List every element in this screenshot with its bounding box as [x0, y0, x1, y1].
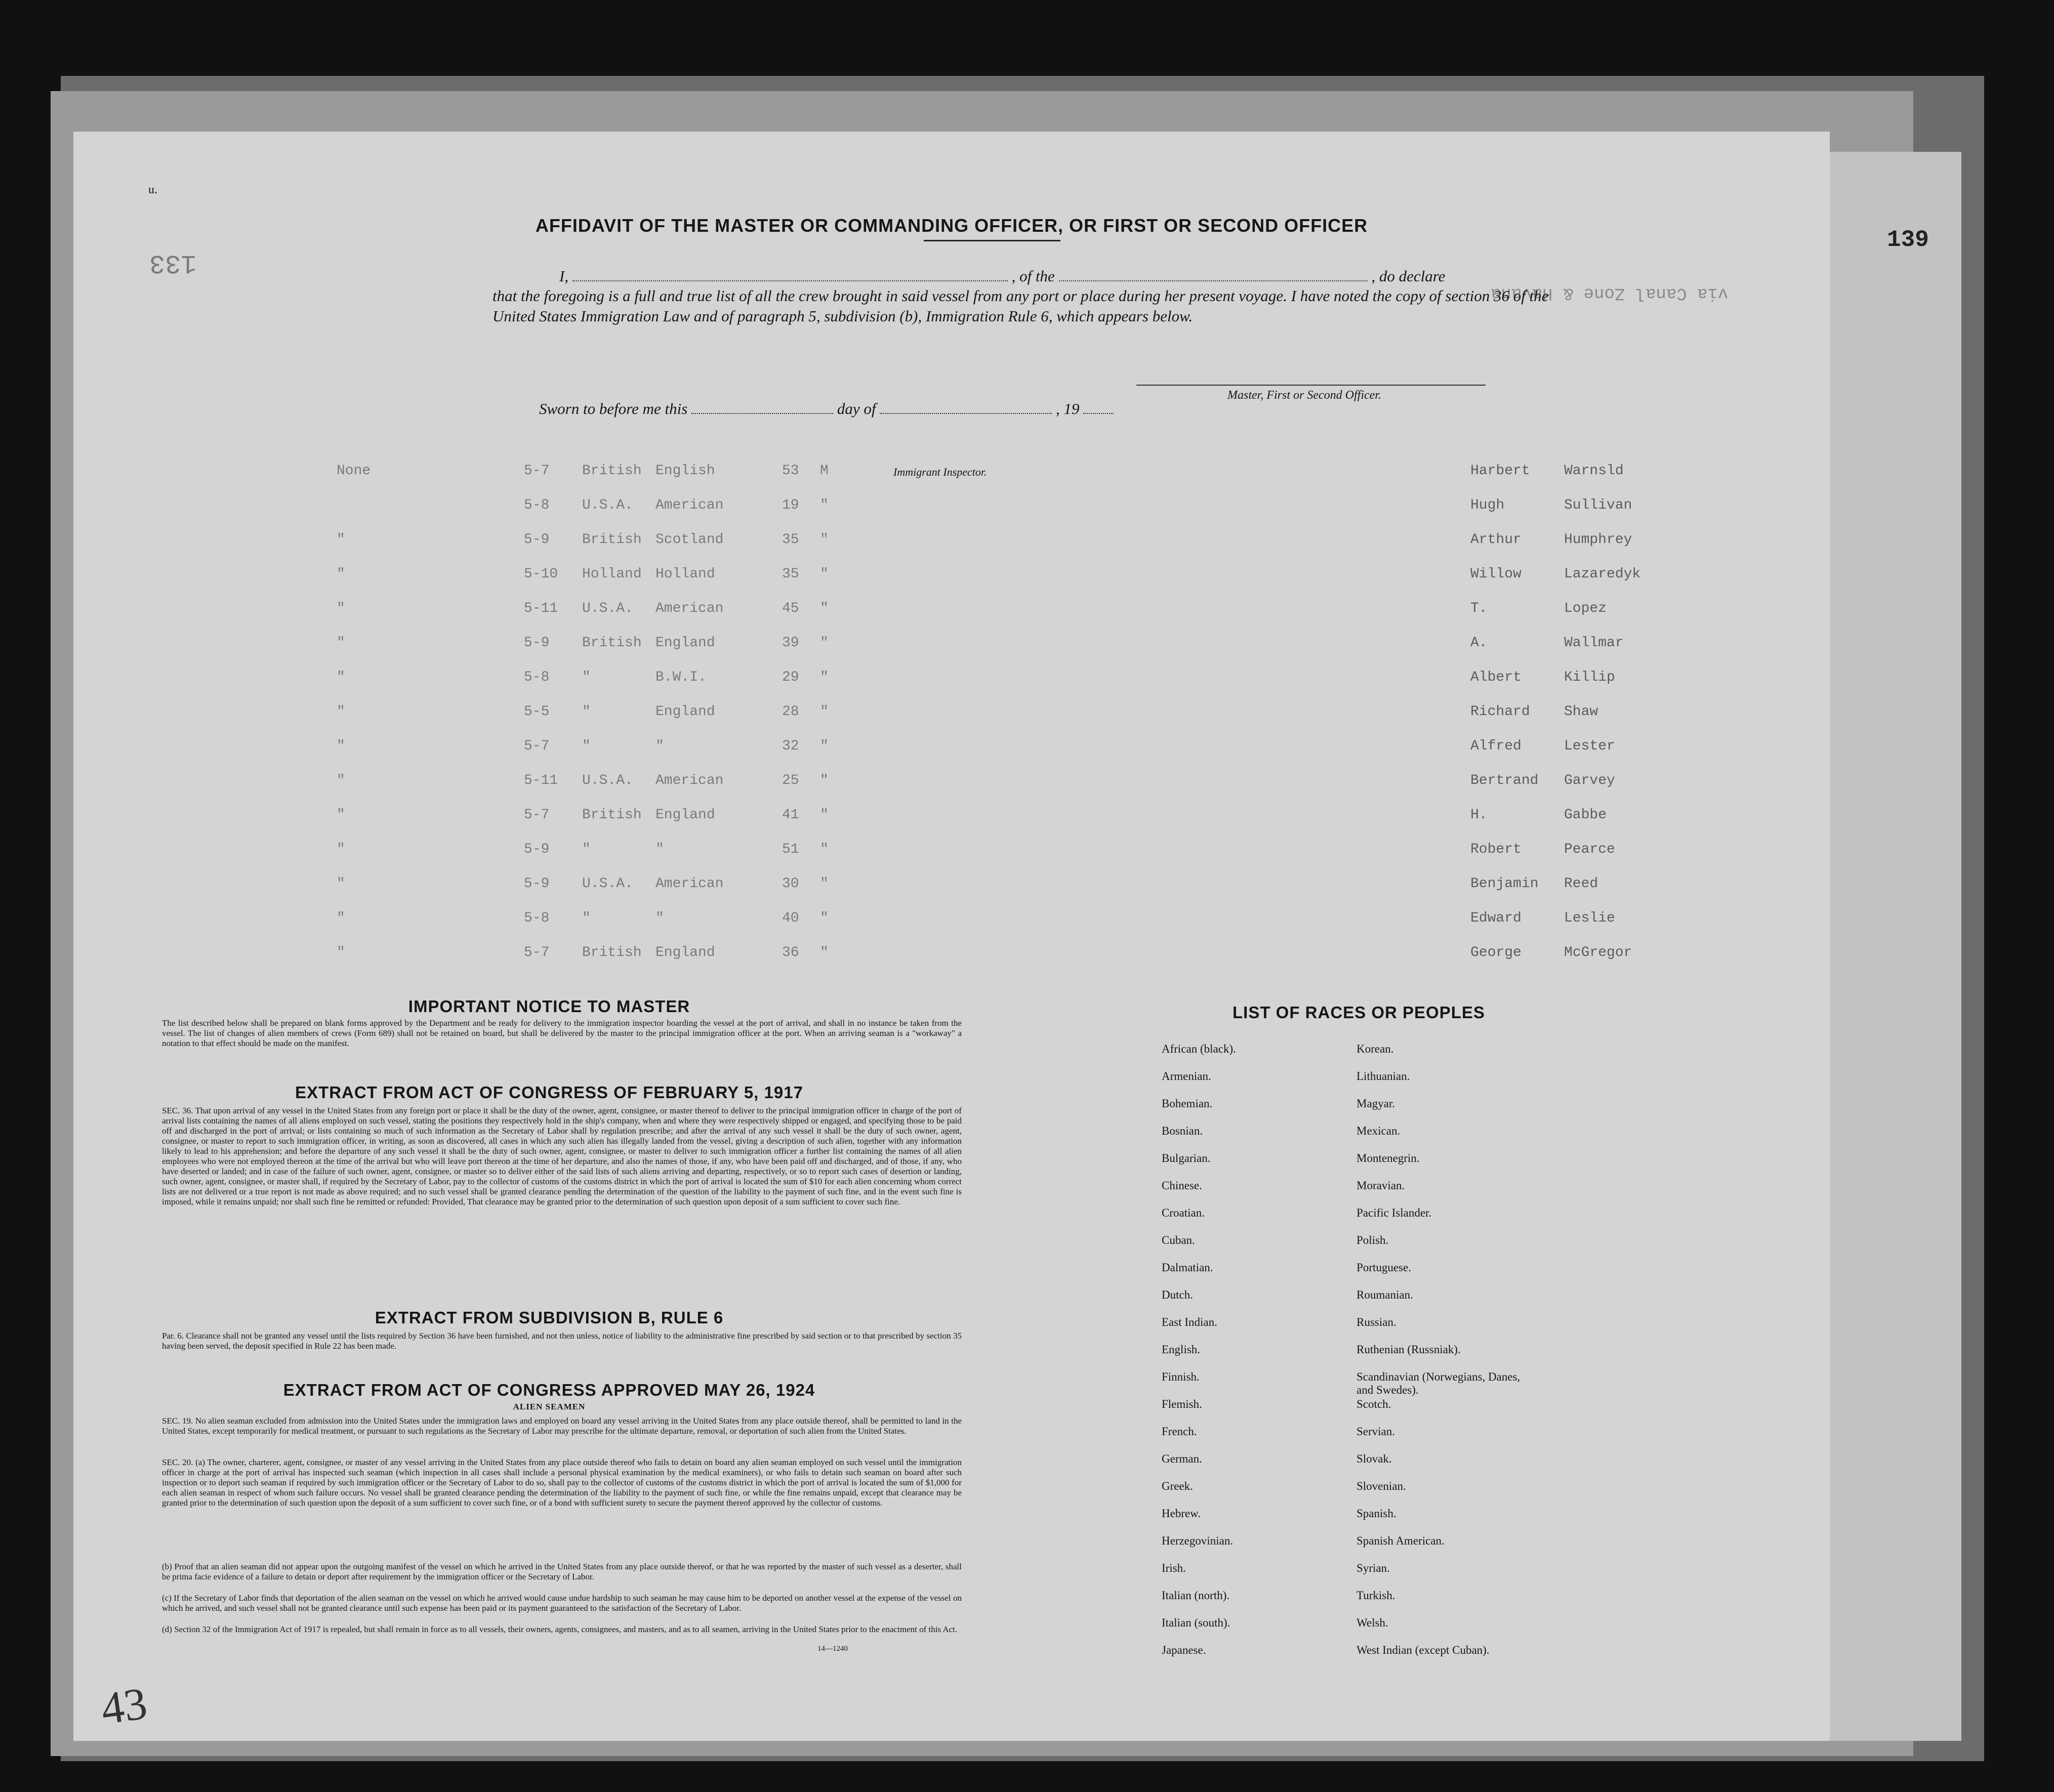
affidavit-declaration-line — [559, 267, 1445, 285]
notice-title: IMPORTANT NOTICE TO MASTER — [408, 997, 690, 1016]
affidavit-declare: , do declare — [1371, 267, 1446, 285]
crew-age-cell: 30 — [782, 876, 799, 892]
extract-1924-title: EXTRACT FROM ACT OF CONGRESS APPROVED MAY 26, 1924 — [283, 1381, 815, 1399]
race-item: Armenian. — [1162, 1070, 1211, 1082]
subdivision-b-title: EXTRACT FROM SUBDIVISION B, RULE 6 — [375, 1308, 724, 1327]
crew-given-cell: Edward — [1470, 910, 1522, 926]
crew-nationality-cell: England — [655, 945, 715, 961]
crew-sex-cell: " — [820, 601, 829, 616]
crew-age-cell: 40 — [782, 910, 799, 926]
crew-surname-cell: Wallmar — [1564, 635, 1624, 651]
races-title: LIST OF RACES OR PEOPLES — [1233, 1003, 1485, 1022]
crew-age-cell: 39 — [782, 635, 799, 651]
race-item: Greek. — [1162, 1480, 1193, 1492]
race-item: Lithuanian. — [1357, 1070, 1410, 1082]
crew-race-cell: British — [582, 635, 642, 651]
crew-given-cell: Richard — [1470, 704, 1530, 720]
alien-seamen-subtitle: ALIEN SEAMEN — [513, 1402, 586, 1411]
crew-remark-cell: " — [337, 635, 345, 651]
handwritten-scrawl: 43 — [98, 1678, 150, 1734]
crew-sex-cell: " — [820, 497, 829, 513]
crew-given-cell: Alfred — [1470, 738, 1522, 754]
crew-nationality-cell: England — [655, 704, 715, 720]
sworn-month-field[interactable] — [880, 400, 1052, 414]
affidavit-of: , of the — [1011, 267, 1055, 285]
race-item: Portuguese. — [1357, 1261, 1411, 1274]
crew-surname-cell: Lazaredyk — [1564, 566, 1641, 582]
race-item: Servian. — [1357, 1425, 1395, 1438]
crew-height-cell: 5-7 — [524, 463, 550, 479]
crew-surname-cell: Lopez — [1564, 601, 1607, 616]
crew-given-cell: George — [1470, 945, 1522, 961]
race-item: Japanese. — [1162, 1644, 1206, 1656]
crew-remark-cell: " — [337, 842, 345, 857]
crew-surname-cell: Lester — [1564, 738, 1615, 754]
crew-nationality-cell: " — [655, 842, 664, 857]
race-item: Bulgarian. — [1162, 1152, 1211, 1164]
notice-text: The list described below shall be prepared on blank forms approved by the Department and be ready for delivery to the immigration inspector boarding the vessel at the port of arrival, and shall in no instance be taken from the vessel. The list of changes of alien members of crews (Form 689) shall not be retained on board, but shall be delivered by the master to the principal immigration officer at the port. When an arriving seaman is a "workaway" a notation to that effect should be made on the manifest. — [162, 1018, 962, 1048]
race-item: Flemish. — [1162, 1398, 1202, 1410]
officer-name-field[interactable] — [572, 267, 1008, 281]
crew-remark-cell: " — [337, 601, 345, 616]
crew-height-cell: 5-9 — [524, 842, 550, 857]
crew-age-cell: 53 — [782, 463, 799, 479]
sworn-label: Sworn to before me this — [539, 400, 688, 418]
affidavit-i: I, — [559, 267, 569, 285]
crew-surname-cell: Sullivan — [1564, 497, 1632, 513]
crew-height-cell: 5-11 — [524, 601, 558, 616]
crew-remark-cell: " — [337, 773, 345, 788]
crew-sex-cell: " — [820, 532, 829, 548]
crew-remark-cell: " — [337, 670, 345, 685]
race-item: English. — [1162, 1343, 1201, 1356]
crew-race-cell: " — [582, 738, 591, 754]
crew-surname-cell: Reed — [1564, 876, 1598, 892]
crew-nationality-cell: Scotland — [655, 532, 724, 548]
crew-remark-cell: " — [337, 532, 345, 548]
crew-height-cell: 5-8 — [524, 670, 550, 685]
crew-surname-cell: Humphrey — [1564, 532, 1632, 548]
race-item: African (black). — [1162, 1043, 1236, 1055]
crew-given-cell: Robert — [1470, 842, 1522, 857]
crew-remark-cell: " — [337, 566, 345, 582]
race-item: German. — [1162, 1452, 1202, 1465]
crew-height-cell: 5-7 — [524, 807, 550, 823]
crew-remark-cell: " — [337, 738, 345, 754]
extract-1924-section-20a: SEC. 20. (a) The owner, charterer, agent, consignee, or master of any vessel arriving in the United States from any place outside thereof who fails to detain on board any alien seaman employed on such vessel until the immigration officer in charge at the port of arrival has inspected such seaman (which inspection in all cases shall include a personal physical examination by the medical examiners), or who fails to detain such seaman on board after such inspection or to deport such seaman if required by such immigration officer or the Secretary of Labor to do so, shall pay to the collector of customs of the customs district in which the port of arrival is located the sum of $1,000 for each alien seaman in respect of whom such failure occurs. No vessel shall be granted clearance pending the determination of the liability to the payment of such fine, or while the fine remains unpaid, except that clearance may be granted prior to the determination of such question upon the deposit of a sum sufficient to cover such fine, or of a bond with sufficient surety to secure the payment thereof approved by the collector of customs. — [162, 1457, 962, 1508]
race-item: Syrian. — [1357, 1562, 1390, 1574]
crew-age-cell: 28 — [782, 704, 799, 720]
race-item: Welsh. — [1357, 1616, 1388, 1629]
race-item: French. — [1162, 1425, 1197, 1438]
crew-surname-cell: Leslie — [1564, 910, 1615, 926]
crew-surname-cell: Garvey — [1564, 773, 1615, 788]
crew-given-cell: Bertrand — [1470, 773, 1539, 788]
race-item: Roumanian. — [1357, 1288, 1413, 1301]
race-item: Herzegovinian. — [1162, 1534, 1234, 1547]
crew-age-cell: 25 — [782, 773, 799, 788]
crew-height-cell: 5-5 — [524, 704, 550, 720]
extract-1924-section-19: SEC. 19. No alien seaman excluded from admission into the United States under the immigration laws and employed on board any vessel arriving in the United States from any place outside thereof, shall be permitted to land in the United States, except temporarily for medical treatment, or pursuant to such regulations as the Secretary of Labor may prescribe for the ultimate departure, removal, or deportation of such alien from the United States. — [162, 1416, 962, 1436]
background-route-note: via Canal Zone & Havana — [1491, 283, 1729, 303]
form-number: 14—1240 — [817, 1645, 848, 1653]
crew-nationality-cell: American — [655, 773, 724, 788]
crew-sex-cell: " — [820, 945, 829, 961]
crew-height-cell: 5-11 — [524, 773, 558, 788]
page-number: 139 — [1887, 227, 1929, 253]
race-item: Spanish American. — [1357, 1534, 1445, 1547]
race-item: Montenegrin. — [1357, 1152, 1420, 1164]
crew-age-cell: 19 — [782, 497, 799, 513]
crew-age-cell: 51 — [782, 842, 799, 857]
crew-height-cell: 5-9 — [524, 876, 550, 892]
crew-given-cell: Arthur — [1470, 532, 1522, 548]
race-item: Bosnian. — [1162, 1124, 1203, 1137]
race-item: Spanish. — [1357, 1507, 1396, 1520]
race-item: Ruthenian (Russniak). — [1357, 1343, 1461, 1356]
race-item: East Indian. — [1162, 1316, 1217, 1328]
crew-age-cell: 35 — [782, 566, 799, 582]
crew-sex-cell: " — [820, 635, 829, 651]
crew-nationality-cell: American — [655, 876, 724, 892]
crew-race-cell: British — [582, 532, 642, 548]
crew-nationality-cell: American — [655, 601, 724, 616]
crew-height-cell: 5-10 — [524, 566, 558, 582]
crew-age-cell: 32 — [782, 738, 799, 754]
race-item: Russian. — [1357, 1316, 1396, 1328]
race-item: Hebrew. — [1162, 1507, 1201, 1520]
crew-age-cell: 45 — [782, 601, 799, 616]
crew-nationality-cell: English — [655, 463, 715, 479]
race-item: West Indian (except Cuban). — [1357, 1644, 1490, 1656]
race-item: Scandinavian (Norwegians, Danes, and Swedes). — [1357, 1370, 1521, 1396]
crew-age-cell: 36 — [782, 945, 799, 961]
crew-given-cell: A. — [1470, 635, 1488, 651]
race-item: Mexican. — [1357, 1124, 1401, 1137]
crew-surname-cell: Pearce — [1564, 842, 1615, 857]
crew-surname-cell: Gabbe — [1564, 807, 1607, 823]
sworn-line — [539, 400, 1114, 418]
crew-remark-cell: " — [337, 807, 345, 823]
crew-nationality-cell: " — [655, 910, 664, 926]
crew-surname-cell: McGregor — [1564, 945, 1632, 961]
crew-race-cell: " — [582, 670, 591, 685]
crew-height-cell: 5-8 — [524, 910, 550, 926]
crew-sex-cell: " — [820, 670, 829, 685]
subdivision-b-text: Par. 6. Clearance shall not be granted any vessel until the lists required by Section 36 have been furnished, and not then unless, notice of liability to the administrative fine prescribed by said section or to that prescribed by section 35 having been served, the deposit specified in Rule 22 has been made. — [162, 1331, 962, 1351]
manifest-page — [73, 132, 1830, 1741]
race-item: Croatian. — [1162, 1206, 1205, 1219]
crew-race-cell: " — [582, 842, 591, 857]
crew-height-cell: 5-9 — [524, 532, 550, 548]
signature-label: Master, First or Second Officer. — [1227, 389, 1381, 402]
crew-race-cell: U.S.A. — [582, 773, 633, 788]
race-item: Pacific Islander. — [1357, 1206, 1432, 1219]
race-item: Turkish. — [1357, 1589, 1395, 1602]
race-item: Korean. — [1357, 1043, 1394, 1055]
extract-1924-section-20d: (d) Section 32 of the Immigration Act of 1917 is repealed, but shall remain in force as to all vessels, their owners, agents, consignees, and masters, and as to all seamen, arriving in the United States prior to the enactment of this Act. — [162, 1624, 958, 1634]
crew-height-cell: 5-7 — [524, 945, 550, 961]
crew-given-cell: Harbert — [1470, 463, 1530, 479]
crew-given-cell: H. — [1470, 807, 1488, 823]
races-left-column — [1162, 1043, 1236, 1671]
extract-1924-section-20c: (c) If the Secretary of Labor finds that deportation of the alien seaman on the vessel on which he arrived would cause undue hardship to such seaman he may cause him to be deported on another vessel at the expense of the vessel on which he arrived, and such vessel shall not be granted clearance until such expense has been paid or its payment guaranteed to the satisfaction of the Secretary of Labor. — [162, 1593, 962, 1613]
race-item: Dalmatian. — [1162, 1261, 1213, 1274]
crew-nationality-cell: American — [655, 497, 724, 513]
crew-sex-cell: " — [820, 842, 829, 857]
underlying-page-edge — [1830, 152, 1961, 1741]
crew-race-cell: U.S.A. — [582, 601, 633, 616]
crew-race-cell: British — [582, 945, 642, 961]
race-item: Finnish. — [1162, 1370, 1200, 1383]
crew-sex-cell: " — [820, 807, 829, 823]
race-item: Italian (south). — [1162, 1616, 1230, 1629]
crew-race-cell: U.S.A. — [582, 876, 633, 892]
race-item: Bohemian. — [1162, 1097, 1213, 1110]
race-item: Scotch. — [1357, 1398, 1391, 1410]
race-item: Chinese. — [1162, 1179, 1202, 1192]
crew-sex-cell: " — [820, 773, 829, 788]
crew-given-cell: T. — [1470, 601, 1488, 616]
crew-race-cell: " — [582, 910, 591, 926]
races-right-column — [1357, 1043, 1529, 1671]
crew-given-cell: Benjamin — [1470, 876, 1539, 892]
crew-sex-cell: " — [820, 876, 829, 892]
crew-nationality-cell: England — [655, 807, 715, 823]
affidavit-body: that the foregoing is a full and true list of all the crew brought in said vessel from any port or place during her present voyage. I have noted the copy of section 36 of the United States Immigration Law and of paragraph 5, subdivision (b), Immigration Rule 6, which appears below. — [492, 287, 1549, 325]
crew-surname-cell: Shaw — [1564, 704, 1598, 720]
crew-remark-cell: None — [337, 463, 371, 479]
race-item: Dutch. — [1162, 1288, 1193, 1301]
crew-nationality-cell: B.W.I. — [655, 670, 707, 685]
sworn-year-field[interactable] — [1083, 400, 1114, 414]
crew-height-cell: 5-8 — [524, 497, 550, 513]
crew-height-cell: 5-7 — [524, 738, 550, 754]
race-item: Moravian. — [1357, 1179, 1405, 1192]
signature-line[interactable] — [1136, 385, 1486, 386]
race-item: Italian (north). — [1162, 1589, 1230, 1602]
crew-height-cell: 5-9 — [524, 635, 550, 651]
crew-race-cell: British — [582, 807, 642, 823]
crew-race-cell: Holland — [582, 566, 642, 582]
crew-nationality-cell: England — [655, 635, 715, 651]
sworn-day-field[interactable] — [691, 400, 833, 414]
vessel-name-field[interactable] — [1059, 267, 1368, 281]
corner-mark: u. — [148, 183, 157, 196]
crew-remark-cell: " — [337, 945, 345, 961]
extract-1917-text: SEC. 36. That upon arrival of any vessel in the United States from any foreign port or place it shall be the duty of the owner, agent, consignee, or master thereof to deliver to the principal immigration officer in charge of the port of arrival lists containing the names of all aliens employed on such vessel, stating the positions they respectively hold in the ship's company, when and where they were respectively shipped or engaged, and specifying those to be paid off and discharged in the port of arrival; or lists containing so much of such information as the Secretary of Labor shall by regulation prescribe; and after the arrival of any such vessel it shall be the duty of such owner, agent, consignee, or master to report to such immigration officer, in writing, as soon as discovered, all cases in which any such alien has illegally landed from the vessel, giving a description of such alien, together with any information likely to lead to his apprehension; and before the departure of any such vessel it shall be the duty of such owner, agent, consignee, or master to deliver to such immigration officer a further list containing the names of all alien employees who were not employed thereon at the time of the arrival but who will leave port thereon at the time of her departure, and also the names of those, if any, who have been paid off and discharged, and of those, if any, who have deserted or landed; and in case of the failure of such owner, agent, consignee, or master so to deliver either of the said lists of such aliens arriving and departing, respectively, or so to report such cases of desertion or landing, such owner, agent, consignee, or master shall, if required by the Secretary of Labor, pay to the collector of customs of the customs district in which the port of arrival is located the sum of $10 for each alien concerning whom correct lists are not delivered or a true report is not made as above required; and no such vessel shall be granted clearance pending the determination of the question of the liability to the payment of such fine, and in the event such fine is imposed, while it remains unpaid; nor shall such fine be remitted or refunded: Provided, That clearance may be granted prior to the determination of such question upon deposit of a sum sufficient to cover such fine. — [162, 1106, 962, 1206]
inspector-label: Immigrant Inspector. — [893, 466, 987, 478]
crew-sex-cell: " — [820, 566, 829, 582]
sworn-year: , 19 — [1055, 400, 1080, 418]
title-rule — [924, 240, 1060, 241]
crew-surname-cell: Warnsld — [1564, 463, 1624, 479]
race-item: Polish. — [1357, 1234, 1389, 1246]
crew-given-cell: Albert — [1470, 670, 1522, 685]
crew-race-cell: British — [582, 463, 642, 479]
race-item: Slovenian. — [1357, 1480, 1406, 1492]
race-item: Slovak. — [1357, 1452, 1392, 1465]
crew-nationality-cell: " — [655, 738, 664, 754]
crew-age-cell: 35 — [782, 532, 799, 548]
crew-remark-cell: " — [337, 876, 345, 892]
race-item: Cuban. — [1162, 1234, 1195, 1246]
crew-age-cell: 41 — [782, 807, 799, 823]
crew-given-cell: Hugh — [1470, 497, 1505, 513]
affidavit-title: AFFIDAVIT OF THE MASTER OR COMMANDING OFFICER, OR FIRST OR SECOND OFFICER — [535, 215, 1368, 236]
crew-sex-cell: " — [820, 738, 829, 754]
crew-sex-cell: " — [820, 704, 829, 720]
race-item: Irish. — [1162, 1562, 1186, 1574]
crew-race-cell: U.S.A. — [582, 497, 633, 513]
crew-surname-cell: Killip — [1564, 670, 1615, 685]
crew-remark-cell: " — [337, 910, 345, 926]
crew-given-cell: Willow — [1470, 566, 1522, 582]
crew-sex-cell: M — [820, 463, 829, 479]
crew-sex-cell: " — [820, 910, 829, 926]
crew-race-cell: " — [582, 704, 591, 720]
extract-1917-title: EXTRACT FROM ACT OF CONGRESS OF FEBRUARY 5, 1917 — [295, 1083, 803, 1102]
sworn-day-of: day of — [837, 400, 876, 418]
crew-age-cell: 29 — [782, 670, 799, 685]
background-handwritten-number: 133 — [149, 248, 197, 278]
crew-nationality-cell: Holland — [655, 566, 715, 582]
crew-remark-cell: " — [337, 704, 345, 720]
extract-1924-section-20b: (b) Proof that an alien seaman did not appear upon the outgoing manifest of the vessel on which he arrived in the United States from any place outside thereof, or that he was reported by the master of such vessel as a deserter, shall be prima facie evidence of a failure to detain or deport after requirement by the immigration officer or the Secretary of Labor. — [162, 1562, 962, 1581]
race-item: Magyar. — [1357, 1097, 1395, 1110]
